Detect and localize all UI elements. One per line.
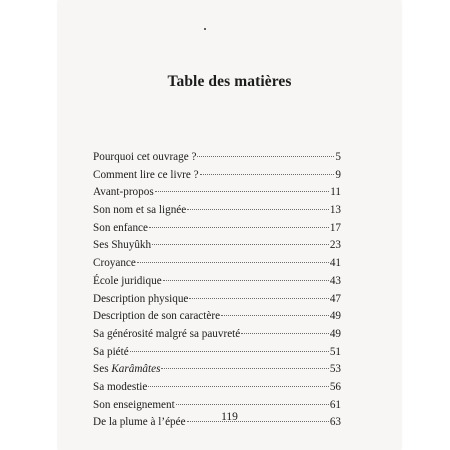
toc-entry	[93, 361, 341, 379]
toc-dot-leader	[187, 209, 329, 210]
toc-entry-label-italic: Karâmâtes	[111, 363, 161, 376]
toc-entry-page: 49	[329, 327, 341, 340]
toc-dot-leader	[189, 298, 328, 299]
book-page	[58, 0, 401, 450]
toc-entry	[93, 344, 341, 362]
toc-entry-page: 47	[329, 292, 341, 305]
toc-dot-leader	[130, 351, 329, 352]
toc-entry-label: Avant-propos	[93, 186, 154, 199]
toc-entry	[93, 149, 341, 167]
toc-entry-page: 49	[329, 310, 341, 323]
toc-entry-label	[93, 361, 160, 379]
toc-dot-leader	[200, 174, 335, 175]
toc-entry	[93, 308, 341, 326]
toc-entry-page: 9	[335, 168, 341, 181]
toc-dot-leader	[148, 386, 328, 387]
toc-dot-leader	[161, 368, 328, 369]
toc-entry	[93, 273, 341, 291]
toc-entry	[93, 237, 341, 255]
toc-entry-label: Sa modestie	[93, 380, 148, 393]
toc-entry-label: Son enseignement	[93, 398, 175, 411]
toc-entry-label: Comment lire ce livre ?	[93, 168, 199, 181]
toc-dot-leader	[152, 244, 329, 245]
toc-entry	[93, 255, 341, 273]
toc-entry-page: 5	[335, 151, 341, 163]
toc-dot-leader	[149, 227, 329, 228]
toc-entry	[93, 220, 341, 238]
toc-entry-page: 61	[329, 398, 341, 411]
page-number: 119	[221, 411, 238, 423]
ink-dot-mark	[204, 28, 206, 30]
toc-entry-page: 11	[330, 186, 341, 199]
toc-entry-label: Sa générosité malgré sa pauvreté	[93, 327, 241, 340]
page-title: Table des matières	[167, 73, 292, 90]
table-of-contents	[93, 149, 341, 432]
toc-dot-leader	[221, 315, 329, 316]
toc-dot-leader	[155, 191, 330, 192]
toc-entry	[93, 167, 341, 185]
toc-entry-page: 51	[329, 345, 341, 358]
toc-entry-label: Son enfance	[93, 221, 148, 234]
toc-dot-leader	[137, 262, 329, 263]
toc-entry	[93, 379, 341, 397]
toc-entry-label: Description de son caractère	[93, 310, 221, 323]
toc-entry-page: 17	[329, 221, 341, 234]
toc-entry-page: 63	[329, 416, 341, 429]
toc-entry-label-prefix: Ses	[93, 363, 112, 376]
toc-dot-leader	[241, 333, 329, 334]
toc-entry-label: Son nom et sa lignée	[93, 204, 187, 217]
toc-entry-label: École juridique	[93, 274, 162, 287]
toc-entry	[93, 184, 341, 202]
toc-entry-page: 13	[329, 204, 341, 217]
toc-entry-page: 23	[329, 239, 341, 252]
toc-entry	[93, 291, 341, 309]
toc-entry-page: 43	[329, 274, 341, 287]
toc-entry-label: Sa piété	[93, 345, 129, 358]
toc-entry-page: 56	[329, 380, 341, 393]
toc-dot-leader	[176, 404, 329, 405]
toc-entry-label: Description physique	[93, 292, 189, 305]
toc-entry-label: Ses Shuyûkh	[93, 239, 152, 252]
toc-entry-page: 41	[329, 257, 341, 270]
toc-entry	[93, 202, 341, 220]
toc-entry	[93, 326, 341, 344]
toc-entry-label: De la plume à l’épée	[93, 416, 186, 429]
toc-dot-leader	[197, 156, 334, 157]
toc-entry-label: Croyance	[93, 257, 136, 270]
toc-entry-label: Pourquoi cet ouvrage ?	[93, 151, 197, 163]
toc-entry-page: 53	[329, 363, 341, 376]
toc-dot-leader	[163, 280, 329, 281]
